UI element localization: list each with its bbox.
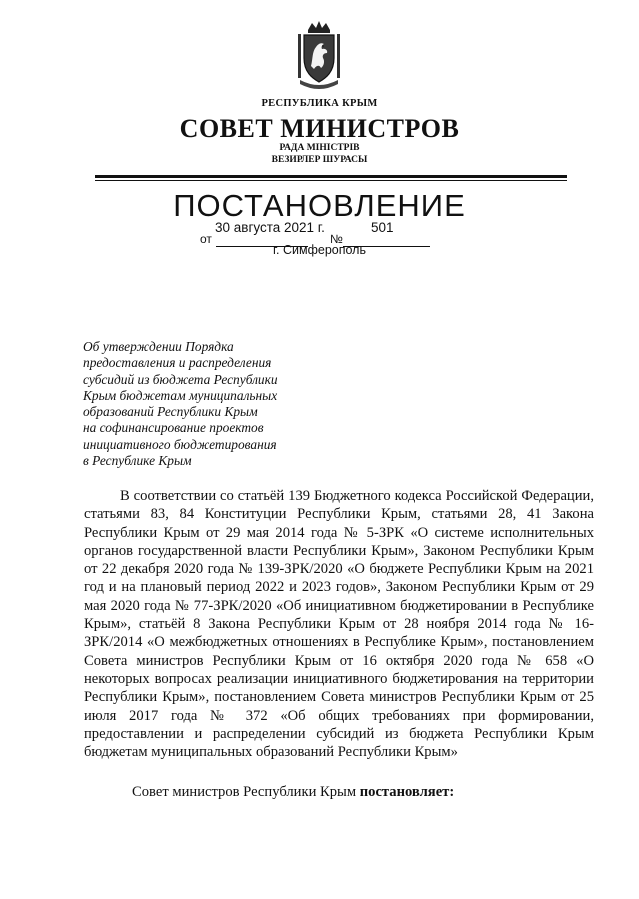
header-divider-thin	[95, 180, 567, 181]
preamble-paragraph	[84, 487, 594, 761]
subject-line: предоставления и распределения	[83, 355, 272, 371]
number-prefix: №	[330, 232, 343, 246]
document-subject	[83, 339, 343, 469]
subject-line: Об утверждении Порядка	[83, 339, 234, 354]
council-title-ukrainian: РАДА МІНІСТРІВ	[279, 143, 360, 153]
subject-line: в Республике Крым	[83, 453, 192, 469]
crimea-coat-of-arms-icon	[294, 20, 344, 90]
document-number: 501	[371, 220, 394, 235]
preamble-text: В соответствии со статьёй 139 Бюджетного кодекса Российской Федерации, статьями 83, 84 Конституции Республики Крым, статьями 28, 41 Закона Республики Крым от 29 мая 2014 года № 5-ЗРК «О системе исполнительных органов государственной власти Республики Крым», Законом Республики Крым от 22 декабря 2020 года № 139-ЗРК/2020 «О бюджете Республики Крым на 2021 год и на плановый период 2022 и 2023 годов», Законом Республики Крым от 29 мая 2020 года № 77-ЗРК/2020 «Об инициативном бюджетировании в Республике Крым», статьёй 8 Закона Республики Крым от 28 ноября 2014 года № 16-ЗРК/2014 «О межбюджетных отношениях в Республике Крым», постановлением Совета министров Республики Крым от 16 октября 2020 года № 658 «О некоторых вопросах реализации инициативного бюджетирования на территории Республики Крым», постановлением Совета министров Республики Крым от 25 июля 2017 года № 372 «Об общих требованиях при формировании, предоставлении и распределении субсидий из бюджета Республики Крым бюджетам муниципальных образований Республики Крым»	[84, 488, 594, 761]
council-title: СОВЕТ МИНИСТРОВ	[179, 114, 460, 143]
council-title-crimean-tatar: ВЕЗИРЛЕР ШУРАСЫ	[271, 155, 368, 165]
decree-verb: постановляет:	[359, 784, 455, 800]
subject-line: Крым бюджетам муниципальных	[83, 387, 278, 403]
subject-line: субсидий из бюджета Республики	[83, 371, 278, 387]
subject-line: образований Республики Крым	[83, 404, 258, 420]
decree-lead: Совет министров Республики Крым	[132, 784, 360, 800]
date-prefix: от	[200, 232, 212, 246]
decree-line	[132, 784, 454, 801]
document-type-title: ПОСТАНОВЛЕНИЕ	[173, 188, 466, 223]
republic-name: РЕСПУБЛИКА КРЫМ	[261, 98, 378, 109]
subject-line: инициативного бюджетирования	[83, 436, 277, 452]
subject-line: на софинансирование проектов	[83, 420, 264, 436]
header-divider-thick	[95, 175, 567, 178]
document-date: 30 августа 2021 г.	[215, 220, 325, 235]
city-name: г. Симферополь	[273, 243, 366, 257]
